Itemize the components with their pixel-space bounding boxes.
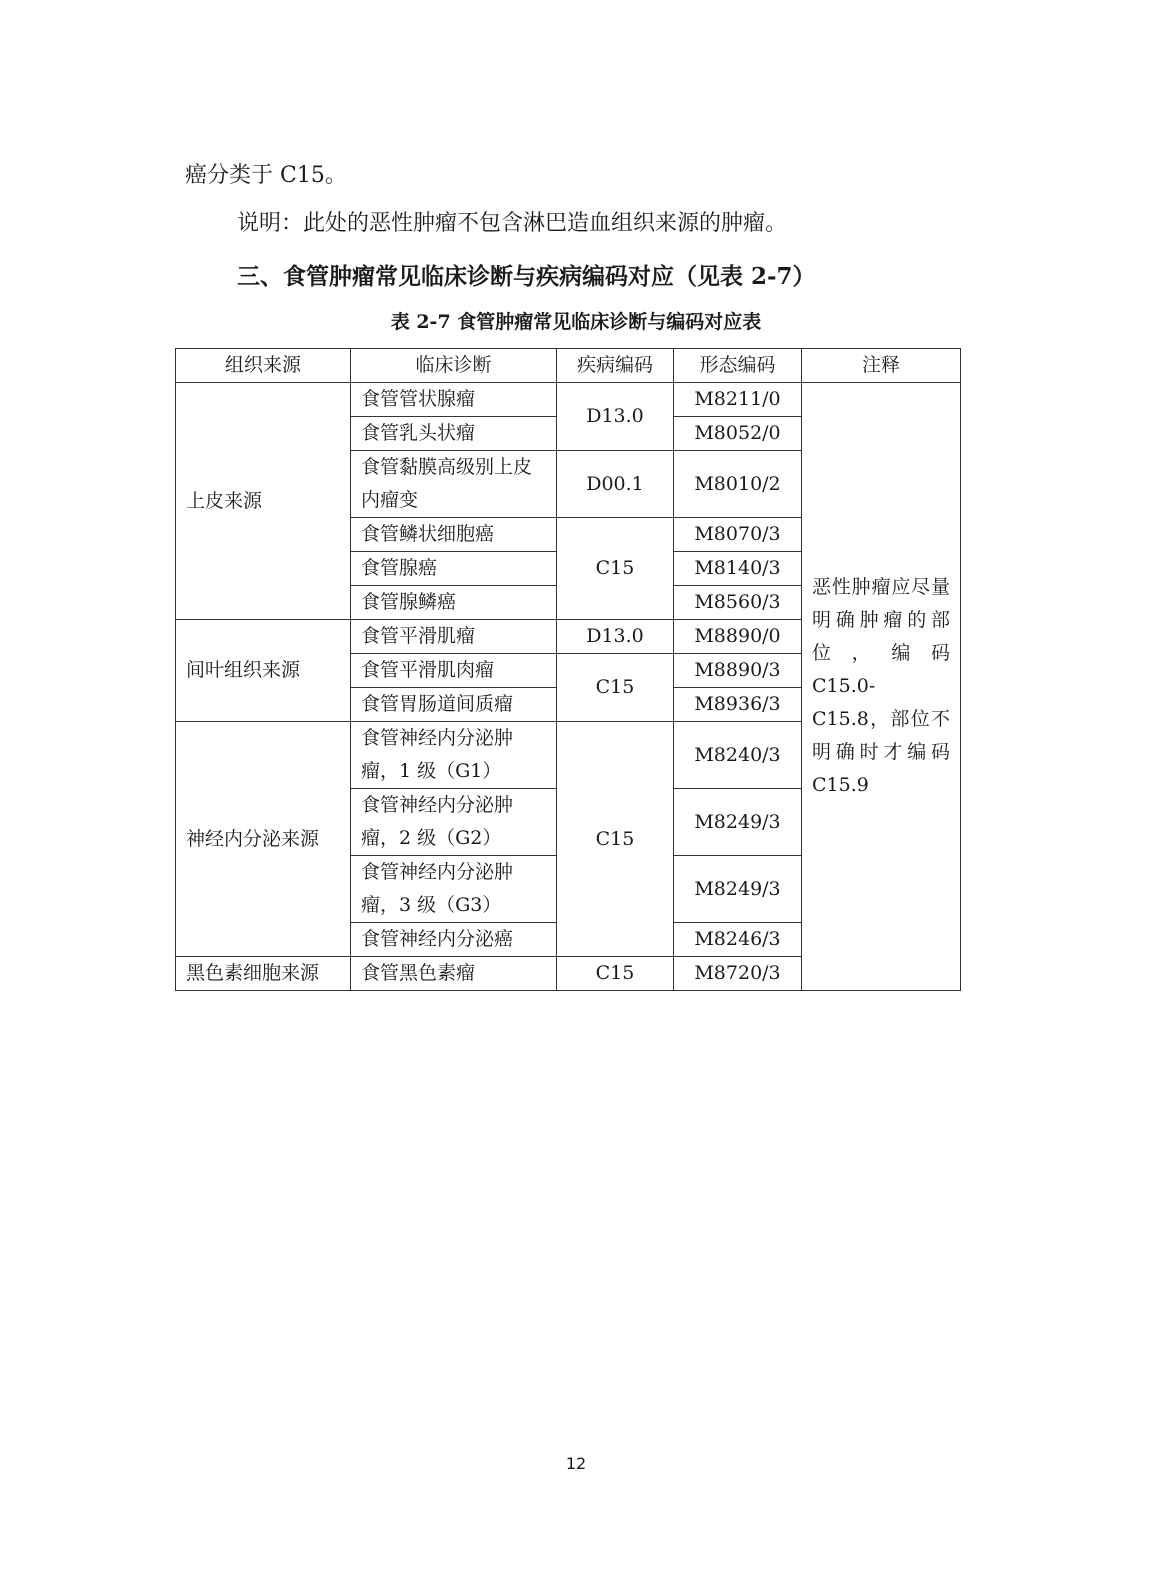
diagnosis-cell: 食管腺癌 — [351, 552, 557, 586]
group-melanocytic: 黑色素细胞来源 — [176, 957, 351, 991]
diagnosis-cell: 食管乳头状瘤 — [351, 417, 557, 451]
diagnosis-cell: 食管神经内分泌肿瘤，1 级（G1） — [351, 722, 557, 789]
section-heading: 三、食管肿瘤常见临床诊断与疾病编码对应（见表 2-7） — [237, 263, 816, 290]
table-row — [176, 383, 961, 417]
morph-code-cell: M8560/3 — [674, 586, 802, 620]
table-header-row — [176, 349, 961, 383]
morph-code-cell: M8010/2 — [674, 451, 802, 518]
diagnosis-cell: 食管胃肠道间质瘤 — [351, 688, 557, 722]
disease-code-cell: D13.0 — [557, 620, 674, 654]
morph-code-cell: M8249/3 — [674, 789, 802, 856]
diagnosis-cell: 食管鳞状细胞癌 — [351, 518, 557, 552]
morph-code-cell: M8070/3 — [674, 518, 802, 552]
header-disease-code: 疾病编码 — [557, 349, 674, 383]
morph-code-cell: M8249/3 — [674, 856, 802, 923]
coding-table — [175, 348, 961, 991]
disease-code-cell: C15 — [557, 518, 674, 620]
paragraph-note: 说明：此处的恶性肿瘤不包含淋巴造血组织来源的肿瘤。 — [237, 211, 788, 236]
page-number: 12 — [565, 1454, 587, 1473]
morph-code-cell: M8052/0 — [674, 417, 802, 451]
morph-code-cell: M8246/3 — [674, 923, 802, 957]
diagnosis-cell: 食管神经内分泌肿瘤，2 级（G2） — [351, 789, 557, 856]
diagnosis-cell: 食管黏膜高级别上皮内瘤变 — [351, 451, 557, 518]
diagnosis-cell: 食管平滑肌瘤 — [351, 620, 557, 654]
diagnosis-cell: 食管神经内分泌肿瘤，3 级（G3） — [351, 856, 557, 923]
header-clinical-diagnosis: 临床诊断 — [351, 349, 557, 383]
morph-code-cell: M8720/3 — [674, 957, 802, 991]
diagnosis-cell: 食管腺鳞癌 — [351, 586, 557, 620]
morph-code-cell: M8890/3 — [674, 654, 802, 688]
morph-code-cell: M8211/0 — [674, 383, 802, 417]
disease-code-cell: C15 — [557, 654, 674, 722]
note-text: 恶性肿瘤应尽量明确肿瘤的部位，编码 C15.0-C15.8，部位不明确时才编码 C15.9 — [812, 576, 950, 796]
disease-code-cell: D00.1 — [557, 451, 674, 518]
disease-code-cell: C15 — [557, 957, 674, 991]
diagnosis-cell: 食管神经内分泌癌 — [351, 923, 557, 957]
diagnosis-cell: 食管黑色素瘤 — [351, 957, 557, 991]
group-epithelial: 上皮来源 — [176, 383, 351, 620]
morph-code-cell: M8240/3 — [674, 722, 802, 789]
diagnosis-cell: 食管管状腺瘤 — [351, 383, 557, 417]
group-mesenchymal: 间叶组织来源 — [176, 620, 351, 722]
paragraph-continuation: 癌分类于 C15。 — [185, 163, 347, 188]
note-cell — [802, 383, 961, 991]
header-note: 注释 — [802, 349, 961, 383]
morph-code-cell: M8890/0 — [674, 620, 802, 654]
morph-code-cell: M8140/3 — [674, 552, 802, 586]
group-neuroendocrine: 神经内分泌来源 — [176, 722, 351, 957]
table-caption: 表 2-7 食管肿瘤常见临床诊断与编码对应表 — [390, 311, 762, 333]
morph-code-cell: M8936/3 — [674, 688, 802, 722]
diagnosis-cell: 食管平滑肌肉瘤 — [351, 654, 557, 688]
header-morphology-code: 形态编码 — [674, 349, 802, 383]
header-tissue-origin: 组织来源 — [176, 349, 351, 383]
disease-code-cell: D13.0 — [557, 383, 674, 451]
disease-code-cell: C15 — [557, 722, 674, 957]
